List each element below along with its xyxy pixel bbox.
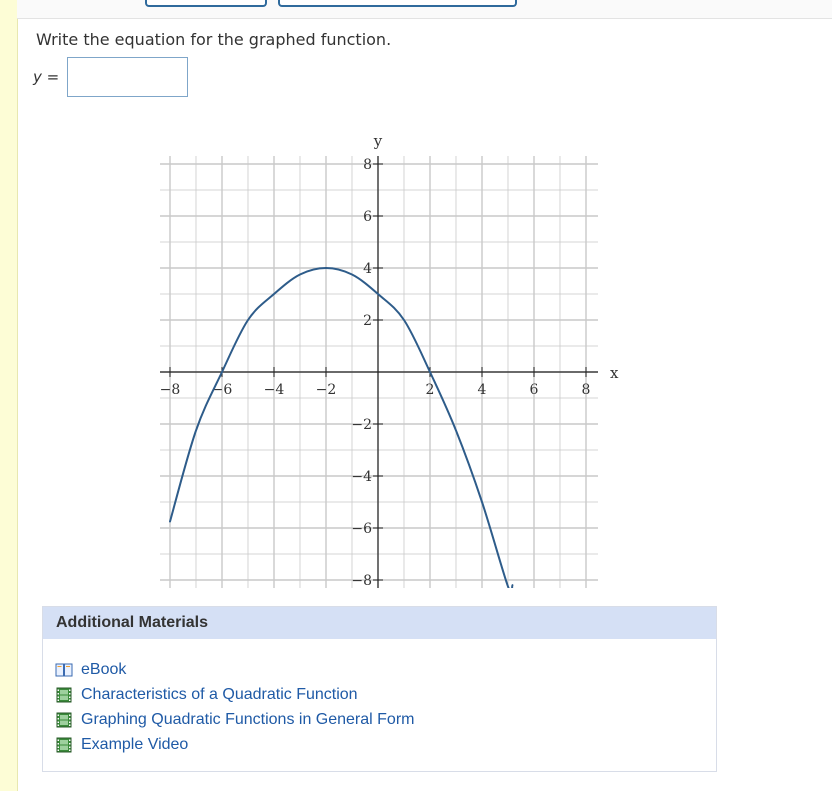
- material-link[interactable]: Example Video: [81, 735, 189, 753]
- additional-materials-header: Additional Materials: [43, 607, 716, 639]
- question-prompt: Write the equation for the graphed function.: [36, 30, 392, 49]
- x-tick-label: 4: [477, 382, 487, 398]
- x-tick-label: 2: [425, 382, 435, 398]
- graph-tick-labels: [160, 157, 591, 589]
- y-tick-label: 8: [363, 157, 372, 173]
- material-item: [55, 657, 716, 682]
- material-item: [55, 732, 716, 757]
- x-tick-label: −4: [263, 382, 285, 398]
- x-axis-label: x: [610, 364, 619, 382]
- y-axis-label: y: [373, 132, 383, 150]
- y-tick-label: −6: [351, 521, 372, 537]
- film-icon: [55, 687, 73, 703]
- material-item: [55, 682, 716, 707]
- materials-list: [43, 639, 716, 757]
- y-tick-label: −4: [351, 469, 372, 485]
- film-icon: [55, 737, 73, 753]
- book-icon: [55, 662, 73, 678]
- additional-materials-panel: [42, 606, 717, 772]
- x-tick-label: 8: [581, 382, 591, 398]
- film-icon: [55, 712, 73, 728]
- y-tick-label: 2: [363, 313, 372, 329]
- material-link[interactable]: Characteristics of a Quadratic Function: [81, 685, 358, 703]
- x-tick-label: −2: [315, 382, 337, 398]
- y-tick-label: −2: [351, 417, 372, 433]
- y-tick-label: 4: [363, 261, 372, 277]
- material-link[interactable]: Graphing Quadratic Functions in General Form: [81, 710, 415, 728]
- graph-axes: [160, 156, 598, 588]
- x-tick-label: −6: [211, 382, 233, 398]
- y-tick-label: −8: [351, 573, 372, 589]
- material-link[interactable]: eBook: [81, 660, 127, 678]
- x-tick-label: 6: [529, 382, 539, 398]
- y-tick-label: 6: [363, 209, 372, 225]
- x-tick-label: −8: [159, 382, 181, 398]
- answer-label: y =: [33, 68, 60, 86]
- material-item: [55, 707, 716, 732]
